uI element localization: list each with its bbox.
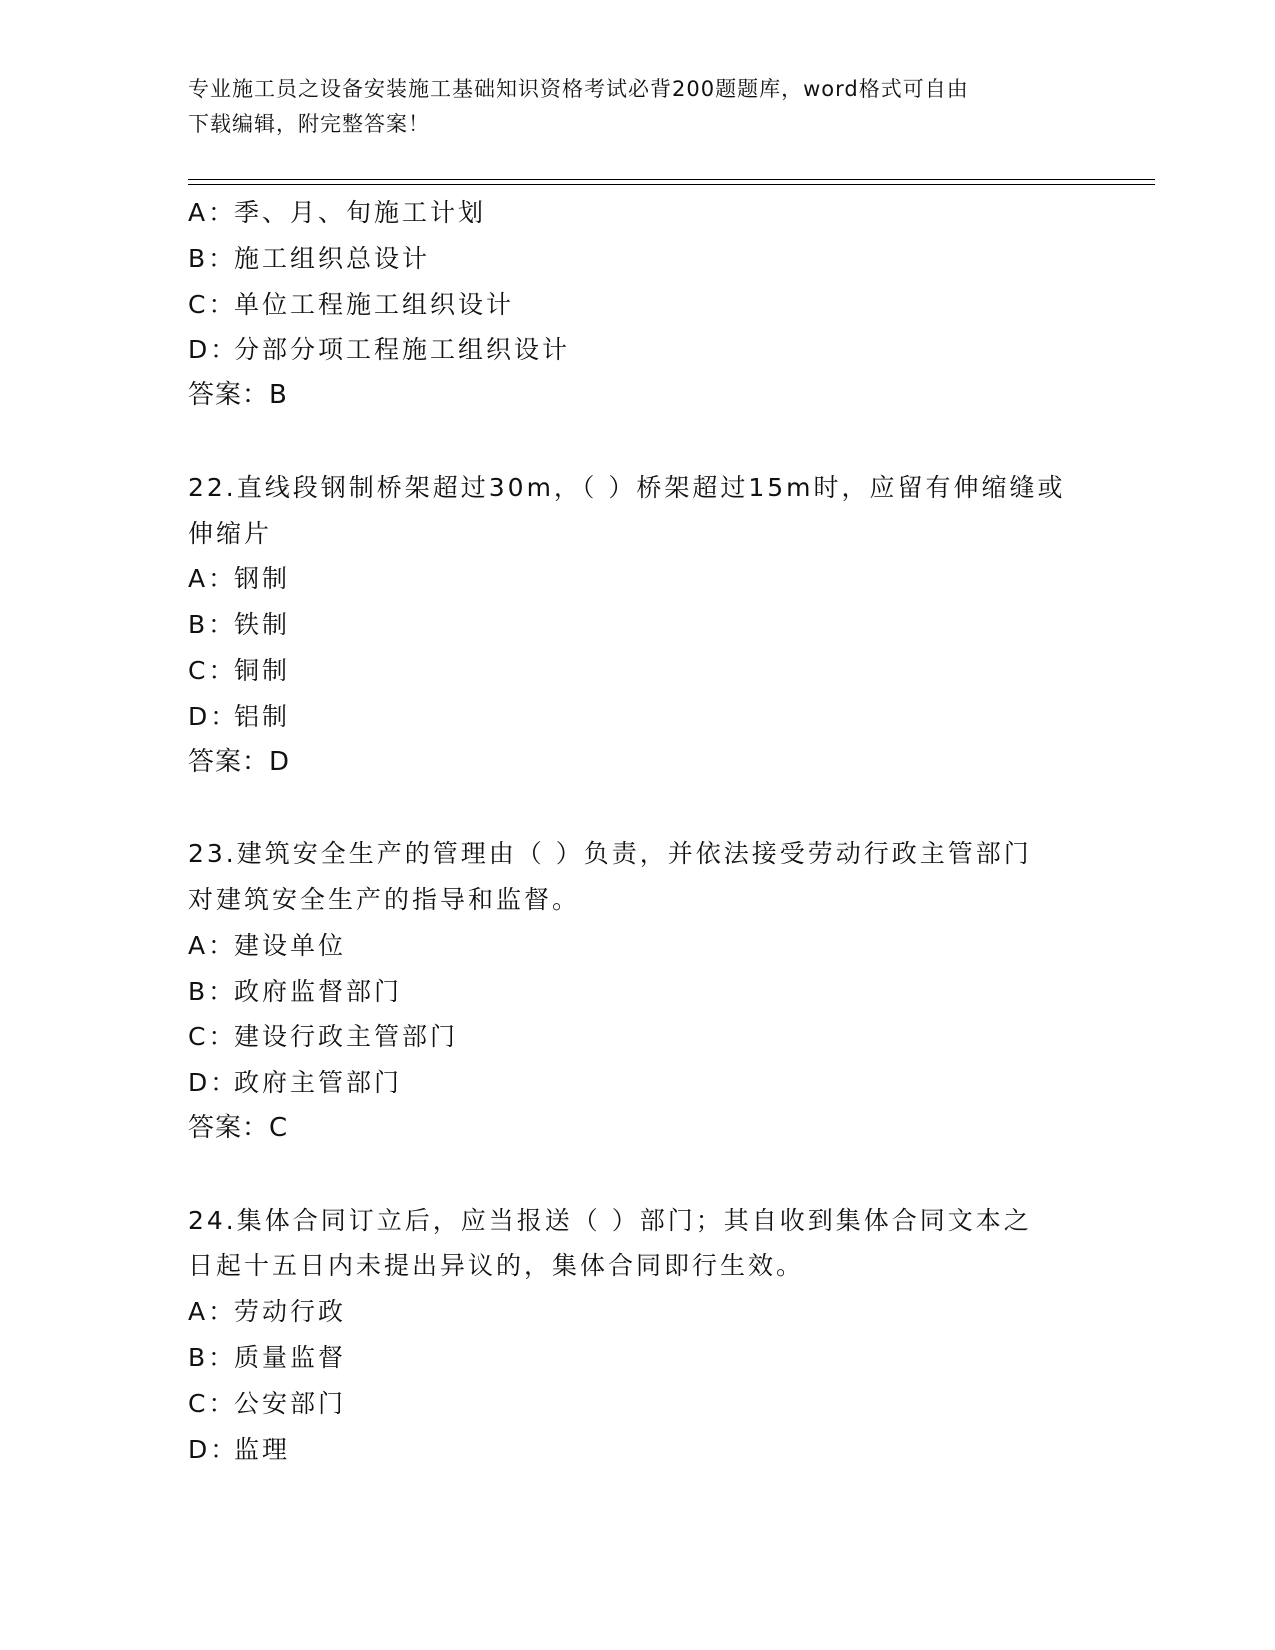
option-text: 分部分项工程施工组织设计 xyxy=(234,335,571,365)
option-letter: B： xyxy=(188,976,237,1006)
option-letter: C： xyxy=(188,655,237,685)
option-letter: B： xyxy=(188,610,237,640)
header-line-1: 专业施工员之设备安装施工基础知识资格考试必背200题题库，word格式可自由 xyxy=(188,77,969,101)
answer-line: 答案：B xyxy=(188,380,288,411)
option-a xyxy=(188,556,1088,602)
option-letter: D： xyxy=(188,701,239,731)
option-letter: D： xyxy=(188,1068,239,1098)
option-c xyxy=(188,1381,1088,1427)
option-letter: B： xyxy=(188,243,237,273)
question-stem-line-1: 22.直线段钢制桥架超过30m，（ ）桥架超过15m时，应留有伸缩缝或 xyxy=(188,472,1066,502)
answer-line: 答案：C xyxy=(188,1112,289,1143)
question-list xyxy=(188,190,1088,1472)
option-letter: D： xyxy=(188,1434,239,1464)
option-text: 建设行政主管部门 xyxy=(234,1022,459,1052)
option-text: 质量监督 xyxy=(234,1342,347,1372)
question-stem-line-2: 对建筑安全生产的指导和监督。 xyxy=(188,884,581,914)
option-a xyxy=(188,923,1088,969)
option-a xyxy=(188,190,1088,236)
option-letter: A： xyxy=(188,198,237,227)
option-text: 铜制 xyxy=(234,655,291,685)
option-b xyxy=(188,1335,1088,1381)
option-letter: A： xyxy=(188,564,237,594)
document-header xyxy=(188,72,1088,142)
option-letter: D： xyxy=(188,335,239,365)
question-21-continued xyxy=(188,190,1088,419)
option-text: 建设单位 xyxy=(234,930,347,960)
header-rule-top xyxy=(188,179,1155,180)
question-stem-line-2: 伸缩片 xyxy=(188,518,273,548)
answer-line: 答案：D xyxy=(188,746,291,777)
option-text: 单位工程施工组织设计 xyxy=(234,289,515,319)
option-c xyxy=(188,282,1088,328)
option-d xyxy=(188,327,1088,373)
spacer xyxy=(188,785,1088,831)
option-text: 季、月、旬施工计划 xyxy=(234,198,487,227)
option-letter: C： xyxy=(188,289,237,319)
option-b xyxy=(188,236,1088,282)
question-stem-line-2: 日起十五日内未提出异议的，集体合同即行生效。 xyxy=(188,1251,805,1281)
question-22 xyxy=(188,465,1088,786)
option-letter: B： xyxy=(188,1342,237,1372)
option-text: 政府监督部门 xyxy=(234,976,403,1006)
option-c xyxy=(188,1014,1088,1060)
question-stem-line-1: 23.建筑安全生产的管理由（ ）负责，并依法接受劳动行政主管部门 xyxy=(188,839,1032,869)
option-d xyxy=(188,1060,1088,1106)
option-text: 铝制 xyxy=(234,701,291,731)
option-text: 政府主管部门 xyxy=(234,1068,403,1098)
option-text: 铁制 xyxy=(234,610,291,640)
option-letter: A： xyxy=(188,930,237,960)
spacer xyxy=(188,419,1088,465)
option-text: 施工组织总设计 xyxy=(234,243,431,273)
option-d xyxy=(188,1427,1088,1473)
option-text: 劳动行政 xyxy=(234,1297,347,1327)
option-letter: C： xyxy=(188,1022,237,1052)
option-c xyxy=(188,648,1088,694)
option-a xyxy=(188,1289,1088,1335)
option-text: 公安部门 xyxy=(234,1388,347,1418)
option-text: 钢制 xyxy=(234,564,291,594)
option-letter: C： xyxy=(188,1388,237,1418)
header-rule-bottom xyxy=(188,184,1155,185)
option-text: 监理 xyxy=(234,1434,291,1464)
question-24 xyxy=(188,1198,1088,1473)
spacer xyxy=(188,1152,1088,1198)
header-line-2: 下载编辑，附完整答案！ xyxy=(188,112,430,136)
question-23 xyxy=(188,831,1088,1152)
option-b xyxy=(188,602,1088,648)
option-b xyxy=(188,969,1088,1015)
option-d xyxy=(188,694,1088,740)
question-stem-line-1: 24.集体合同订立后，应当报送（ ）部门；其自收到集体合同文本之 xyxy=(188,1205,1032,1235)
option-letter: A： xyxy=(188,1297,237,1327)
